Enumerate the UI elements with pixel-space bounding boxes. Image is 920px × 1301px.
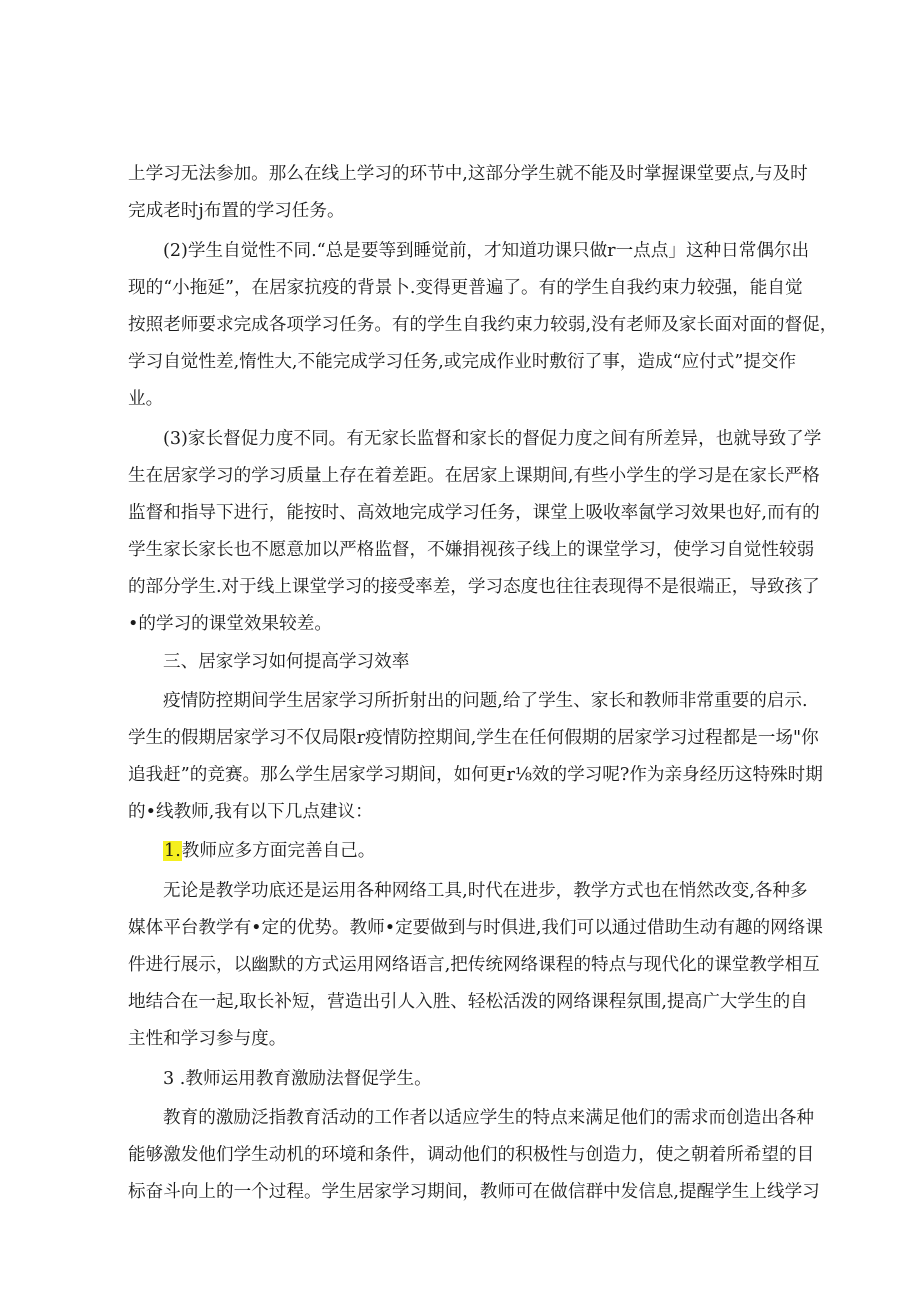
paragraph-line: 的部分学生.对于线上课堂学习的接受率差，学习态度也往往表现得不是很端正，导致孩了 (128, 577, 820, 597)
paragraph-line: 按照老师要求完成各项学习任务。有的学生自我约束力较弱,没有老师及家长面对面的督促， (128, 315, 838, 335)
paragraph-line: 学习自觉性差,惰性大,不能完成学习任务,或完成作业时敷衍了事，造成“应付式”提交作 (128, 352, 797, 372)
highlighted-number: 1. (164, 841, 181, 861)
paragraph-line: 疫情防控期间学生居家学习所折射出的问题,给了学生、家长和教师非常重要的启示. (163, 691, 808, 711)
paragraph-line: 业。 (128, 389, 164, 409)
paragraph-line: 现的“小拖延”，在居家抗疫的背景卜.变得更普遍了。有的学生自我约束力较强，能自觉 (128, 278, 803, 298)
paragraph-line: 地结合在一起,取长补短，营造出引人入胜、轻松活泼的网络课程氛围,提高广大学生的自 (128, 992, 808, 1012)
paragraph-line: 的•线教师,我有以下几点建议： (128, 802, 373, 822)
paragraph-line: 件进行展示，以幽默的方式运用网络语言,把传统网络课程的特点与现代化的课堂教学相互 (128, 955, 820, 975)
paragraph-line: (2)学生自觉性不同.“总是要等到睡觉前，才知道功课只做r一点点」这种日常偶尔出 (163, 241, 810, 261)
paragraph-line: 完成老时j布置的学习任务。 (128, 201, 345, 221)
paragraph-line: •的学习的课堂效果较差。 (128, 614, 332, 634)
subheading-text: 教师应多方面完善自己。 (181, 841, 376, 861)
paragraph-line: 上学习无法参加。那么在线上学习的环节中,这部分学生就不能及时掌握课堂要点,与及时 (128, 164, 808, 184)
paragraph-line: 学生家长家长也不愿意加以严格监督，不嫌捐视孩子线上的课堂学习，使学习自觉性较弱 (128, 540, 815, 560)
paragraph-line: 能够激发他们学生动机的环境和条件，调动他们的积极性与创造力，使之朝着所希望的目 (128, 1145, 815, 1165)
paragraph-line: 生在居家学习的学习质量上存在着差距。在居家上课期间,有些小学生的学习是在家长严格 (128, 466, 820, 486)
paragraph-line: 学生的假期居家学习不仅局限r疫情防控期间,学生在任何假期的居家学习过程都是一场"你 (128, 728, 819, 748)
paragraph-line: 追我赶”的竞赛。那么学生居家学习期间，如何更r⅛效的学习呢?作为亲身经历这特殊时期 (128, 765, 823, 785)
paragraph-line: (3)家长督促力度不同。有无家长监督和家长的督促力度之间有所差异，也就导致了学 (163, 429, 822, 449)
paragraph-line: 媒体平台教学有•定的优势。教师•定要做到与时俱进,我们可以通过借助生动有趣的网络课 (128, 918, 823, 938)
subheading-line (163, 840, 375, 862)
subheading-line: 3 .教师运用教育激励法督促学生。 (163, 1069, 432, 1089)
paragraph-line: 标奋斗向上的一个过程。学生居家学习期间，教师可在做信群中发信息,提醒学生上线学习 (128, 1182, 820, 1202)
paragraph-line: 监督和指导下进行，能按时、高效地完成学习任务，课堂上吸收率氤学习效果也好,而有的 (128, 503, 820, 523)
paragraph-line: 主性和学习参与度。 (128, 1029, 287, 1049)
paragraph-line: 无论是教学功底还是运用各种网络工具,时代在进步，教学方式也在悄然改变,各种多 (163, 881, 808, 901)
paragraph-line: 教育的激励泛指教育活动的工作者以适应学生的特点来满足他们的需求而创造出各种 (163, 1108, 814, 1128)
section-heading: 三、居家学习如何提高学习效率 (163, 652, 410, 672)
